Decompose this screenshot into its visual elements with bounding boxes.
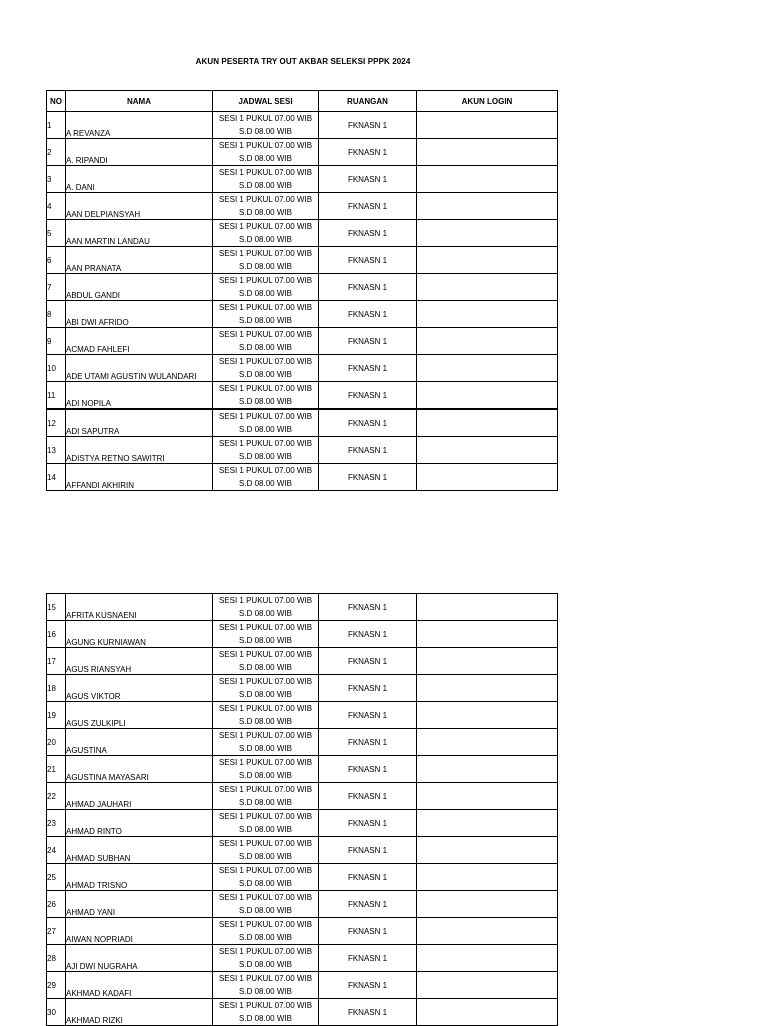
session-schedule (213, 139, 319, 166)
session-schedule (213, 810, 319, 837)
participant-name: AGUS VIKTOR (66, 675, 213, 702)
room-name: FKNASN 1 (319, 675, 417, 702)
session-time-start: SESI 1 PUKUL 07.00 WIB (218, 920, 313, 929)
room-name: FKNASN 1 (319, 702, 417, 729)
participant-name: AGUS RIANSYAH (66, 648, 213, 675)
login-account (417, 464, 558, 491)
table-row (47, 355, 558, 382)
participant-name: AGUS ZULKIPLI (66, 702, 213, 729)
session-time-end: S.D 08.00 WIB (239, 370, 292, 379)
login-account (417, 837, 558, 864)
session-time-end: S.D 08.00 WIB (239, 181, 292, 190)
session-time-start: SESI 1 PUKUL 07.00 WIB (218, 839, 313, 848)
session-time-end: S.D 08.00 WIB (239, 906, 292, 915)
session-time-start: SESI 1 PUKUL 07.00 WIB (218, 812, 313, 821)
session-schedule (213, 382, 319, 410)
session-time-end: S.D 08.00 WIB (239, 825, 292, 834)
session-schedule (213, 837, 319, 864)
session-schedule (213, 247, 319, 274)
session-time-end: S.D 08.00 WIB (239, 262, 292, 271)
session-time-end: S.D 08.00 WIB (239, 235, 292, 244)
room-name: FKNASN 1 (319, 112, 417, 139)
row-number: 25 (47, 864, 66, 891)
session-time-start: SESI 1 PUKUL 07.00 WIB (218, 195, 313, 204)
session-time-start: SESI 1 PUKUL 07.00 WIB (218, 357, 313, 366)
table-body-page-2 (47, 594, 558, 1026)
session-time-end: S.D 08.00 WIB (239, 289, 292, 298)
table-row (47, 437, 558, 464)
participant-name: A. RIPANDI (66, 139, 213, 166)
table-row (47, 837, 558, 864)
participant-name: AKHMAD RIZKI (66, 999, 213, 1026)
participant-name: AKHMAD KADAFI (66, 972, 213, 999)
session-time-start: SESI 1 PUKUL 07.00 WIB (218, 1001, 313, 1010)
participant-name: AAN MARTIN LANDAU (66, 220, 213, 247)
session-schedule (213, 112, 319, 139)
row-number: 27 (47, 918, 66, 945)
login-account (417, 166, 558, 193)
table-row (47, 702, 558, 729)
table-row (47, 891, 558, 918)
participant-name: AJI DWI NUGRAHA (66, 945, 213, 972)
table-row (47, 382, 558, 410)
participant-name: ADE UTAMI AGUSTIN WULANDARI (66, 355, 213, 382)
session-schedule (213, 274, 319, 301)
participant-name: A REVANZA (66, 112, 213, 139)
session-schedule (213, 166, 319, 193)
table-row (47, 810, 558, 837)
session-time-end: S.D 08.00 WIB (239, 960, 292, 969)
session-time-start: SESI 1 PUKUL 07.00 WIB (218, 866, 313, 875)
participant-name: AFRITA KUSNAENI (66, 594, 213, 621)
table-row (47, 918, 558, 945)
session-schedule (213, 999, 319, 1026)
row-number: 19 (47, 702, 66, 729)
room-name: FKNASN 1 (319, 464, 417, 491)
row-number: 29 (47, 972, 66, 999)
session-time-end: S.D 08.00 WIB (239, 987, 292, 996)
row-number: 17 (47, 648, 66, 675)
login-account (417, 810, 558, 837)
login-account (417, 756, 558, 783)
session-time-end: S.D 08.00 WIB (239, 717, 292, 726)
session-schedule (213, 972, 319, 999)
session-time-end: S.D 08.00 WIB (239, 425, 292, 434)
room-name: FKNASN 1 (319, 945, 417, 972)
table-row (47, 621, 558, 648)
session-time-end: S.D 08.00 WIB (239, 452, 292, 461)
table-row (47, 112, 558, 139)
session-time-start: SESI 1 PUKUL 07.00 WIB (218, 384, 313, 393)
login-account (417, 621, 558, 648)
login-account (417, 891, 558, 918)
session-schedule (213, 409, 319, 437)
session-time-end: S.D 08.00 WIB (239, 771, 292, 780)
login-account (417, 864, 558, 891)
participant-table-page-1 (46, 90, 558, 491)
login-account (417, 328, 558, 355)
session-time-end: S.D 08.00 WIB (239, 879, 292, 888)
participant-name: ADI NOPILA (66, 382, 213, 410)
session-time-start: SESI 1 PUKUL 07.00 WIB (218, 249, 313, 258)
session-time-start: SESI 1 PUKUL 07.00 WIB (218, 596, 313, 605)
session-schedule (213, 729, 319, 756)
login-account (417, 437, 558, 464)
login-account (417, 945, 558, 972)
session-time-start: SESI 1 PUKUL 07.00 WIB (218, 114, 313, 123)
session-time-start: SESI 1 PUKUL 07.00 WIB (218, 303, 313, 312)
session-time-end: S.D 08.00 WIB (239, 127, 292, 136)
participant-name: AHMAD RINTO (66, 810, 213, 837)
session-time-start: SESI 1 PUKUL 07.00 WIB (218, 650, 313, 659)
participant-name: ACMAD FAHLEFI (66, 328, 213, 355)
participant-name: ABDUL GANDI (66, 274, 213, 301)
room-name: FKNASN 1 (319, 810, 417, 837)
session-time-end: S.D 08.00 WIB (239, 933, 292, 942)
session-schedule (213, 594, 319, 621)
participant-name: AGUSTINA (66, 729, 213, 756)
session-time-end: S.D 08.00 WIB (239, 852, 292, 861)
participant-name: AHMAD YANI (66, 891, 213, 918)
session-time-start: SESI 1 PUKUL 07.00 WIB (218, 623, 313, 632)
session-schedule (213, 193, 319, 220)
row-number: 7 (47, 274, 66, 301)
session-schedule (213, 464, 319, 491)
room-name: FKNASN 1 (319, 837, 417, 864)
session-time-end: S.D 08.00 WIB (239, 316, 292, 325)
room-name: FKNASN 1 (319, 166, 417, 193)
participant-name: AIWAN NOPRIADI (66, 918, 213, 945)
table-row (47, 945, 558, 972)
login-account (417, 355, 558, 382)
table-row (47, 409, 558, 437)
session-schedule (213, 891, 319, 918)
row-number: 3 (47, 166, 66, 193)
session-time-start: SESI 1 PUKUL 07.00 WIB (218, 412, 313, 421)
room-name: FKNASN 1 (319, 193, 417, 220)
session-time-start: SESI 1 PUKUL 07.00 WIB (218, 785, 313, 794)
session-time-end: S.D 08.00 WIB (239, 479, 292, 488)
session-time-end: S.D 08.00 WIB (239, 798, 292, 807)
room-name: FKNASN 1 (319, 409, 417, 437)
login-account (417, 729, 558, 756)
document-title: AKUN PESERTA TRY OUT AKBAR SELEKSI PPPK 2024 (195, 57, 411, 66)
room-name: FKNASN 1 (319, 999, 417, 1026)
session-schedule (213, 783, 319, 810)
table-row (47, 247, 558, 274)
row-number: 2 (47, 139, 66, 166)
room-name: FKNASN 1 (319, 437, 417, 464)
table-row (47, 274, 558, 301)
session-time-start: SESI 1 PUKUL 07.00 WIB (218, 893, 313, 902)
session-time-start: SESI 1 PUKUL 07.00 WIB (218, 168, 313, 177)
session-schedule (213, 301, 319, 328)
participant-name: AAN DELPIANSYAH (66, 193, 213, 220)
room-name: FKNASN 1 (319, 274, 417, 301)
session-time-start: SESI 1 PUKUL 07.00 WIB (218, 141, 313, 150)
participant-name: ADISTYA RETNO SAWITRI (66, 437, 213, 464)
row-number: 8 (47, 301, 66, 328)
participant-name: AHMAD TRISNO (66, 864, 213, 891)
login-account (417, 193, 558, 220)
participant-name: ABI DWI AFRIDO (66, 301, 213, 328)
login-account (417, 594, 558, 621)
row-number: 1 (47, 112, 66, 139)
table-row (47, 301, 558, 328)
session-schedule (213, 220, 319, 247)
participant-name: A. DANI (66, 166, 213, 193)
table-body-page-1 (47, 112, 558, 491)
session-schedule (213, 918, 319, 945)
table-row (47, 729, 558, 756)
table-row (47, 193, 558, 220)
login-account (417, 783, 558, 810)
row-number: 16 (47, 621, 66, 648)
table-row (47, 648, 558, 675)
session-schedule (213, 437, 319, 464)
session-time-start: SESI 1 PUKUL 07.00 WIB (218, 974, 313, 983)
login-account (417, 675, 558, 702)
participant-table-page-2 (46, 593, 558, 1026)
session-time-start: SESI 1 PUKUL 07.00 WIB (218, 222, 313, 231)
participant-name: AGUNG KURNIAWAN (66, 621, 213, 648)
session-time-end: S.D 08.00 WIB (239, 690, 292, 699)
room-name: FKNASN 1 (319, 729, 417, 756)
session-time-end: S.D 08.00 WIB (239, 154, 292, 163)
participant-name: AHMAD JAUHARI (66, 783, 213, 810)
participant-name: ADI SAPUTRA (66, 409, 213, 437)
session-time-start: SESI 1 PUKUL 07.00 WIB (218, 677, 313, 686)
login-account (417, 112, 558, 139)
participant-name: AAN PRANATA (66, 247, 213, 274)
session-schedule (213, 355, 319, 382)
login-account (417, 409, 558, 437)
login-account (417, 972, 558, 999)
row-number: 11 (47, 382, 66, 410)
row-number: 15 (47, 594, 66, 621)
room-name: FKNASN 1 (319, 918, 417, 945)
login-account (417, 382, 558, 410)
room-name: FKNASN 1 (319, 328, 417, 355)
row-number: 6 (47, 247, 66, 274)
login-account (417, 999, 558, 1026)
table-row (47, 783, 558, 810)
session-time-start: SESI 1 PUKUL 07.00 WIB (218, 704, 313, 713)
participant-name: AHMAD SUBHAN (66, 837, 213, 864)
login-account (417, 220, 558, 247)
room-name: FKNASN 1 (319, 891, 417, 918)
table-row (47, 756, 558, 783)
session-schedule (213, 945, 319, 972)
session-time-start: SESI 1 PUKUL 07.00 WIB (218, 276, 313, 285)
session-time-start: SESI 1 PUKUL 07.00 WIB (218, 439, 313, 448)
login-account (417, 139, 558, 166)
session-time-start: SESI 1 PUKUL 07.00 WIB (218, 758, 313, 767)
room-name: FKNASN 1 (319, 247, 417, 274)
login-account (417, 274, 558, 301)
session-time-start: SESI 1 PUKUL 07.00 WIB (218, 330, 313, 339)
room-name: FKNASN 1 (319, 864, 417, 891)
table-row (47, 864, 558, 891)
session-time-end: S.D 08.00 WIB (239, 208, 292, 217)
table-row (47, 166, 558, 193)
row-number: 23 (47, 810, 66, 837)
session-time-end: S.D 08.00 WIB (239, 397, 292, 406)
table-row (47, 594, 558, 621)
room-name: FKNASN 1 (319, 220, 417, 247)
session-schedule (213, 864, 319, 891)
session-time-start: SESI 1 PUKUL 07.00 WIB (218, 466, 313, 475)
table-row (47, 675, 558, 702)
room-name: FKNASN 1 (319, 783, 417, 810)
row-number: 30 (47, 999, 66, 1026)
room-name: FKNASN 1 (319, 139, 417, 166)
row-number: 14 (47, 464, 66, 491)
row-number: 18 (47, 675, 66, 702)
row-number: 9 (47, 328, 66, 355)
participant-name: AFFANDI AKHIRIN (66, 464, 213, 491)
table-row (47, 139, 558, 166)
room-name: FKNASN 1 (319, 301, 417, 328)
header-jadwal-sesi: JADWAL SESI (213, 91, 319, 112)
row-number: 13 (47, 437, 66, 464)
session-time-end: S.D 08.00 WIB (239, 663, 292, 672)
header-no: NO (47, 91, 66, 112)
login-account (417, 702, 558, 729)
header-ruangan: RUANGAN (319, 91, 417, 112)
session-schedule (213, 648, 319, 675)
room-name: FKNASN 1 (319, 382, 417, 410)
header-nama: NAMA (66, 91, 213, 112)
session-schedule (213, 328, 319, 355)
session-time-end: S.D 08.00 WIB (239, 1014, 292, 1023)
row-number: 20 (47, 729, 66, 756)
room-name: FKNASN 1 (319, 972, 417, 999)
row-number: 5 (47, 220, 66, 247)
session-schedule (213, 756, 319, 783)
session-schedule (213, 702, 319, 729)
session-time-end: S.D 08.00 WIB (239, 636, 292, 645)
row-number: 26 (47, 891, 66, 918)
room-name: FKNASN 1 (319, 648, 417, 675)
login-account (417, 648, 558, 675)
room-name: FKNASN 1 (319, 621, 417, 648)
session-time-end: S.D 08.00 WIB (239, 744, 292, 753)
row-number: 22 (47, 783, 66, 810)
session-time-start: SESI 1 PUKUL 07.00 WIB (218, 731, 313, 740)
participant-name: AGUSTINA MAYASARI (66, 756, 213, 783)
session-time-end: S.D 08.00 WIB (239, 343, 292, 352)
table-row (47, 328, 558, 355)
row-number: 12 (47, 409, 66, 437)
row-number: 24 (47, 837, 66, 864)
row-number: 4 (47, 193, 66, 220)
login-account (417, 301, 558, 328)
room-name: FKNASN 1 (319, 594, 417, 621)
room-name: FKNASN 1 (319, 355, 417, 382)
table-row (47, 464, 558, 491)
login-account (417, 247, 558, 274)
table-row (47, 220, 558, 247)
row-number: 21 (47, 756, 66, 783)
table-row (47, 972, 558, 999)
row-number: 28 (47, 945, 66, 972)
session-time-end: S.D 08.00 WIB (239, 609, 292, 618)
header-akun-login: AKUN LOGIN (417, 91, 558, 112)
table-row (47, 999, 558, 1026)
room-name: FKNASN 1 (319, 756, 417, 783)
session-schedule (213, 621, 319, 648)
login-account (417, 918, 558, 945)
session-schedule (213, 675, 319, 702)
table-header-row (47, 91, 558, 112)
row-number: 10 (47, 355, 66, 382)
session-time-start: SESI 1 PUKUL 07.00 WIB (218, 947, 313, 956)
